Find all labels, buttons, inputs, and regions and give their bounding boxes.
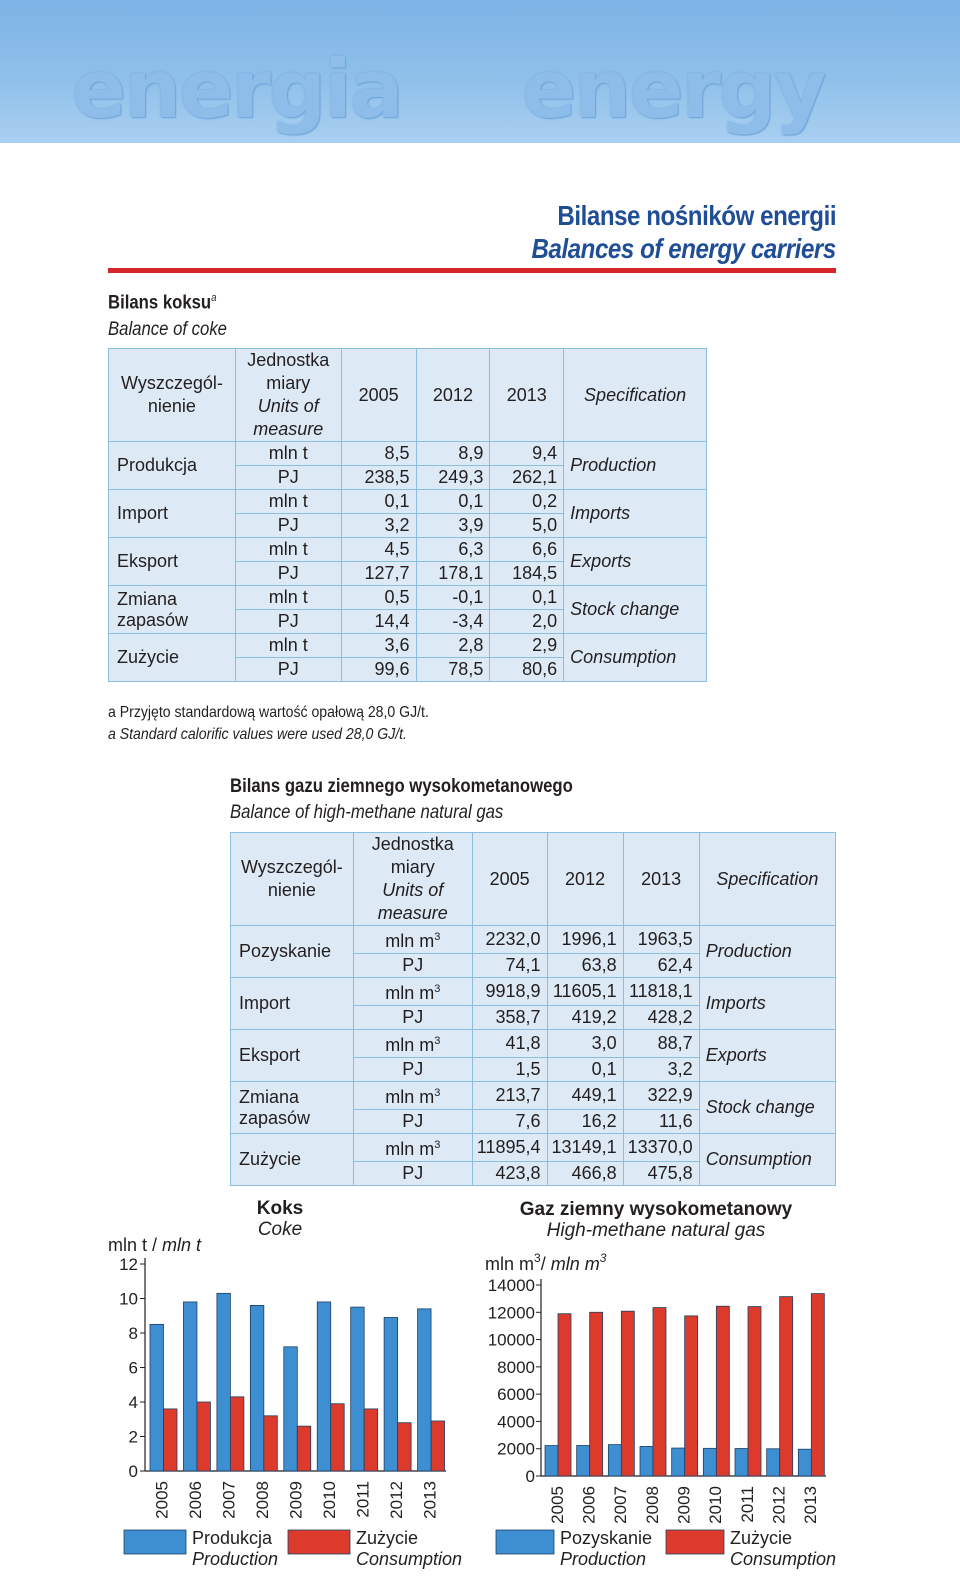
bar-consumption: [398, 1423, 412, 1471]
chart-y-tick-label: 10000: [487, 1330, 535, 1350]
table-row: [231, 1082, 836, 1110]
unit-cell: mln t: [235, 586, 341, 610]
table-row: [109, 634, 707, 658]
unit-superscript: 3: [434, 1087, 441, 1099]
bar-consumption: [164, 1409, 178, 1471]
value-cell: 11818,1: [623, 978, 699, 1006]
chart-ylabel-part: mln m: [485, 1254, 534, 1274]
section-title-pl: Bilanse nośników energii: [557, 200, 836, 231]
chart-y-tick-label: 4000: [497, 1412, 535, 1432]
header-unit-line: Units of: [257, 396, 319, 416]
value-cell: 466,8: [547, 1162, 623, 1186]
header-unit-line: Jednostka: [371, 834, 454, 854]
chart-y-tick-label: 2000: [497, 1439, 535, 1459]
chart-y-tick-label: 2: [128, 1427, 138, 1447]
table-row: [109, 538, 707, 562]
value-cell: 99,6: [341, 658, 416, 682]
unit-cell: mln $m^3$: [353, 1030, 472, 1058]
legend-label-en: Production: [560, 1549, 647, 1569]
value-cell: 6,6: [490, 538, 564, 562]
unit-cell: PJ: [353, 1006, 472, 1030]
table-row: [231, 978, 836, 1006]
value-cell: 6,3: [416, 538, 490, 562]
value-cell: 184,5: [490, 562, 564, 586]
chart-ylabel-part: mln t: [162, 1235, 202, 1255]
row-label: [231, 1134, 354, 1186]
chart-ylabel-part: 3: [599, 1251, 607, 1265]
row-label: [109, 490, 236, 538]
row-specification: Production: [699, 926, 835, 978]
chart-x-tick-label: 2009: [674, 1486, 694, 1524]
chart-x-tick-label: 2007: [611, 1486, 631, 1524]
row-specification: Consumption: [699, 1134, 835, 1186]
bar-consumption: [364, 1409, 378, 1471]
coke-balance-table: [108, 348, 707, 682]
bar-consumption: [431, 1421, 445, 1471]
bar-production: [577, 1445, 590, 1476]
value-cell: 428,2: [623, 1006, 699, 1030]
chart-x-tick-label: 2006: [579, 1486, 599, 1524]
value-cell: 78,5: [416, 658, 490, 682]
legend-label: Zużycie: [730, 1528, 793, 1548]
header-row: [109, 349, 707, 442]
unit-cell: mln t: [235, 490, 341, 514]
bar-production: [798, 1449, 811, 1476]
value-cell: 1996,1: [547, 926, 623, 954]
bar-consumption: [685, 1316, 698, 1476]
value-cell: 2232,0: [472, 926, 547, 954]
unit-cell: PJ: [353, 954, 472, 978]
chart-x-tick-label: 2005: [547, 1486, 567, 1524]
header-year: 2005: [341, 349, 416, 442]
value-cell: 4,5: [341, 538, 416, 562]
value-cell: 262,1: [490, 466, 564, 490]
chart-x-tick-label: 2010: [706, 1486, 726, 1524]
value-cell: 3,0: [547, 1030, 623, 1058]
value-cell: 7,6: [472, 1110, 547, 1134]
header-year: 2013: [490, 349, 564, 442]
bar-production: [735, 1448, 748, 1476]
chart-x-tick-label: 2012: [386, 1481, 406, 1519]
header-unit-line: miary: [390, 857, 435, 877]
legend-label-en: Production: [192, 1549, 279, 1569]
header-item: [109, 349, 236, 442]
chart-x-tick-label: 2009: [286, 1481, 306, 1519]
bar-consumption: [748, 1307, 761, 1476]
bar-consumption: [716, 1306, 729, 1476]
header-year: 2012: [547, 833, 623, 926]
value-cell: 0,1: [416, 490, 490, 514]
unit-superscript: 3: [434, 931, 441, 943]
bar-consumption: [297, 1426, 311, 1471]
legend-swatch-consumption: [288, 1530, 350, 1554]
bar-production: [608, 1445, 621, 1476]
bar-production: [384, 1317, 398, 1471]
chart-ylabel-part: 3: [534, 1251, 541, 1265]
value-cell: 1,5: [472, 1058, 547, 1082]
unit-cell: PJ: [235, 562, 341, 586]
unit-cell: mln $m^3$: [353, 926, 472, 954]
legend-swatch-production: [124, 1530, 186, 1554]
chart-x-tick-label: 2008: [642, 1486, 662, 1524]
unit-cell: mln $m^3$: [353, 978, 472, 1006]
bar-production: [418, 1309, 432, 1471]
value-cell: 0,1: [547, 1058, 623, 1082]
row-label: [231, 1030, 354, 1082]
unit-cell: mln t: [235, 634, 341, 658]
row-label: [231, 978, 354, 1030]
chart-x-tick-label: 2005: [152, 1481, 172, 1519]
chart-y-tick-label: 8: [128, 1324, 138, 1343]
value-cell: 423,8: [472, 1162, 547, 1186]
header-specification: Specification: [564, 349, 707, 442]
bar-production: [317, 1302, 331, 1471]
row-label: [109, 442, 236, 490]
unit-cell: PJ: [235, 514, 341, 538]
value-cell: 9,4: [490, 442, 564, 466]
unit-cell: PJ: [353, 1162, 472, 1186]
header-unit-line: Jednostka: [247, 350, 330, 370]
row-specification: Stock change: [564, 586, 707, 634]
chart-subtitle: Coke: [257, 1219, 303, 1240]
legend-label: Zużycie: [356, 1528, 419, 1548]
row-label-line: Pozyskanie: [239, 941, 332, 961]
chart-y-tick-label: 0: [128, 1462, 138, 1481]
value-cell: 238,5: [341, 466, 416, 490]
value-cell: 213,7: [472, 1082, 547, 1110]
value-cell: 475,8: [623, 1162, 699, 1186]
chart-x-tick-label: 2008: [253, 1481, 273, 1519]
header-unit-line: measure: [253, 419, 324, 439]
value-cell: 0,5: [341, 586, 416, 610]
header-row: [231, 833, 836, 926]
value-cell: 63,8: [547, 954, 623, 978]
section-divider: [108, 268, 836, 273]
chart-y-tick-label: 0: [525, 1467, 535, 1486]
value-cell: 5,0: [490, 514, 564, 538]
unit-cell: mln $m^3$: [353, 1134, 472, 1162]
value-cell: 80,6: [490, 658, 564, 682]
bar-production: [545, 1446, 558, 1476]
row-label: [109, 538, 236, 586]
row-specification: Exports: [564, 538, 707, 586]
row-label-line: Zużycie: [117, 647, 180, 667]
value-cell: 1963,5: [623, 926, 699, 954]
value-cell: 0,1: [341, 490, 416, 514]
row-label: [231, 926, 354, 978]
row-label-line: Zużycie: [239, 1149, 302, 1169]
chart-x-tick-label: 2013: [801, 1486, 821, 1524]
row-label: [109, 586, 236, 634]
value-cell: -0,1: [416, 586, 490, 610]
unit-cell: mln $m^3$: [353, 1082, 472, 1110]
value-cell: 8,5: [341, 442, 416, 466]
header-year: 2013: [623, 833, 699, 926]
bar-consumption: [590, 1312, 603, 1476]
row-specification: Imports: [564, 490, 707, 538]
legend-label-en: Consumption: [730, 1549, 837, 1569]
chart-x-tick-label: 2011: [353, 1481, 373, 1518]
chart-y-tick-label: 8000: [497, 1357, 535, 1377]
table-row: [231, 1030, 836, 1058]
bar-production: [640, 1446, 653, 1476]
value-cell: 322,9: [623, 1082, 699, 1110]
value-cell: 13149,1: [547, 1134, 623, 1162]
legend-label: Pozyskanie: [560, 1528, 653, 1548]
bar-consumption: [230, 1397, 244, 1471]
value-cell: 88,7: [623, 1030, 699, 1058]
value-cell: 127,7: [341, 562, 416, 586]
coke-footnote-pl: a Przyjęto standardową wartość opałową 28,0 GJ/t.: [108, 704, 429, 721]
value-cell: 358,7: [472, 1006, 547, 1030]
legend-swatch-consumption: [666, 1530, 724, 1554]
value-cell: 41,8: [472, 1030, 547, 1058]
bar-consumption: [558, 1314, 571, 1476]
header-item-line: nienie: [267, 880, 316, 900]
header-unit-line: miary: [266, 373, 311, 393]
value-cell: 11,6: [623, 1110, 699, 1134]
row-label: [109, 634, 236, 682]
header-specification: Specification: [699, 833, 835, 926]
value-cell: 8,9: [416, 442, 490, 466]
header-year: 2012: [416, 349, 490, 442]
bar-consumption: [780, 1297, 793, 1476]
row-label-line: Import: [117, 503, 169, 523]
chart-ylabel: [108, 1235, 202, 1255]
chart-x-tick-label: 2013: [420, 1481, 440, 1519]
header-item-line: nienie: [147, 396, 196, 416]
unit-superscript: 3: [434, 1139, 441, 1151]
chart-title: Koks: [256, 1198, 304, 1219]
value-cell: -3,4: [416, 610, 490, 634]
value-cell: 16,2: [547, 1110, 623, 1134]
row-label: [231, 1082, 354, 1134]
unit-superscript: 3: [434, 1035, 441, 1047]
row-specification: Exports: [699, 1030, 835, 1082]
chart-y-tick-label: 10: [119, 1289, 138, 1309]
table-row: [231, 926, 836, 954]
bar-consumption: [653, 1308, 666, 1476]
value-cell: 3,2: [341, 514, 416, 538]
bar-production: [351, 1307, 365, 1471]
chart-ylabel: [485, 1251, 607, 1274]
bar-consumption: [331, 1404, 345, 1471]
chart-y-tick-label: 14000: [487, 1276, 535, 1295]
value-cell: 9918,9: [472, 978, 547, 1006]
header-item: [231, 833, 354, 926]
value-cell: 0,2: [490, 490, 564, 514]
bar-production: [284, 1347, 298, 1471]
value-cell: 178,1: [416, 562, 490, 586]
chart-y-tick-label: 6: [128, 1358, 138, 1378]
row-specification: Imports: [699, 978, 835, 1030]
row-label-line: Produkcja: [117, 455, 198, 475]
unit-superscript: 3: [434, 983, 441, 995]
value-cell: 3,6: [341, 634, 416, 658]
chart-x-tick-label: 2011: [737, 1486, 757, 1523]
row-label-line: Eksport: [239, 1045, 301, 1065]
bar-production: [672, 1448, 685, 1476]
value-cell: 2,8: [416, 634, 490, 658]
chart-x-tick-label: 2012: [769, 1486, 789, 1524]
row-label-line: Eksport: [117, 551, 179, 571]
bar-consumption: [197, 1402, 211, 1471]
value-cell: 0,1: [490, 586, 564, 610]
chart-subtitle: High-methane natural gas: [546, 1220, 766, 1241]
unit-cell: mln t: [235, 538, 341, 562]
unit-cell: PJ: [353, 1110, 472, 1134]
banner-word-pl: energia: [72, 43, 402, 136]
gas-table-title-en: Balance of high-methane natural gas: [230, 802, 504, 823]
bar-consumption: [811, 1294, 824, 1476]
header-unit: [235, 349, 341, 442]
chart-y-tick-label: 12000: [487, 1303, 535, 1323]
value-cell: 13370,0: [623, 1134, 699, 1162]
unit-cell: PJ: [235, 658, 341, 682]
table-row: [109, 586, 707, 610]
bar-production: [703, 1448, 716, 1476]
chart-title: Gaz ziemny wysokometanowy: [519, 1199, 793, 1220]
banner-word-en: energy: [522, 43, 825, 136]
coke-footnote-en: a Standard calorific values were used 28,0 GJ/t.: [108, 726, 407, 743]
chart-y-tick-label: 12: [119, 1255, 138, 1274]
unit-cell: PJ: [235, 466, 341, 490]
value-cell: 2,0: [490, 610, 564, 634]
row-label-line: Zmiana: [239, 1086, 300, 1107]
section-title-en: Balances of energy carriers: [531, 233, 836, 264]
legend-swatch-production: [496, 1530, 554, 1554]
chart-ylabel-part: mln t /: [108, 1235, 163, 1255]
unit-cell: mln t: [235, 442, 341, 466]
bar-production: [183, 1302, 197, 1471]
gas-table-title-pl: Bilans gazu ziemnego wysokometanowego: [230, 776, 573, 797]
chart-x-tick-label: 2007: [219, 1481, 239, 1519]
legend-label: Produkcja: [192, 1528, 273, 1548]
chart-y-tick-label: 4: [128, 1393, 138, 1412]
value-cell: 3,9: [416, 514, 490, 538]
header-unit: [353, 833, 472, 926]
header-item-line: Wyszczegól-: [120, 373, 223, 393]
value-cell: 11895,4: [472, 1134, 547, 1162]
bar-production: [150, 1324, 164, 1471]
unit-cell: PJ: [353, 1058, 472, 1082]
bar-production: [767, 1449, 780, 1476]
value-cell: 419,2: [547, 1006, 623, 1030]
coke-table-title-en: Balance of coke: [108, 319, 227, 340]
header-year: 2005: [472, 833, 547, 926]
header-unit-line: Units of: [382, 880, 444, 900]
row-label-line: zapasów: [239, 1107, 311, 1128]
bar-production: [217, 1293, 231, 1471]
bar-production: [250, 1305, 263, 1471]
value-cell: 3,2: [623, 1058, 699, 1082]
chart-ylabel-part: /: [540, 1254, 551, 1274]
row-specification: Consumption: [564, 634, 707, 682]
value-cell: 2,9: [490, 634, 564, 658]
table-row: [109, 442, 707, 466]
bar-consumption: [264, 1416, 278, 1471]
row-label-line: Zmiana: [117, 588, 178, 609]
gas-balance-table: [230, 832, 836, 1186]
chart-ylabel-part: mln m: [550, 1254, 600, 1274]
bar-consumption: [621, 1311, 634, 1476]
value-cell: 11605,1: [547, 978, 623, 1006]
table-row: [109, 490, 707, 514]
row-specification: Stock change: [699, 1082, 835, 1134]
chart-x-tick-label: 2006: [186, 1481, 206, 1519]
row-label-line: zapasów: [117, 609, 189, 630]
row-specification: Production: [564, 442, 707, 490]
unit-cell: PJ: [235, 610, 341, 634]
row-label-line: Import: [239, 993, 291, 1013]
header-unit-line: measure: [377, 903, 448, 923]
chart-y-tick-label: 6000: [497, 1385, 535, 1405]
value-cell: 74,1: [472, 954, 547, 978]
legend-label-en: Consumption: [356, 1549, 463, 1569]
value-cell: 449,1: [547, 1082, 623, 1110]
value-cell: 249,3: [416, 466, 490, 490]
table-row: [231, 1134, 836, 1162]
coke-table-title-pl: Bilans koksu$^a$: [108, 292, 217, 314]
value-cell: 62,4: [623, 954, 699, 978]
value-cell: 14,4: [341, 610, 416, 634]
header-item-line: Wyszczegól-: [240, 857, 343, 877]
chart-x-tick-label: 2010: [319, 1481, 339, 1519]
header-banner: [0, 0, 960, 143]
